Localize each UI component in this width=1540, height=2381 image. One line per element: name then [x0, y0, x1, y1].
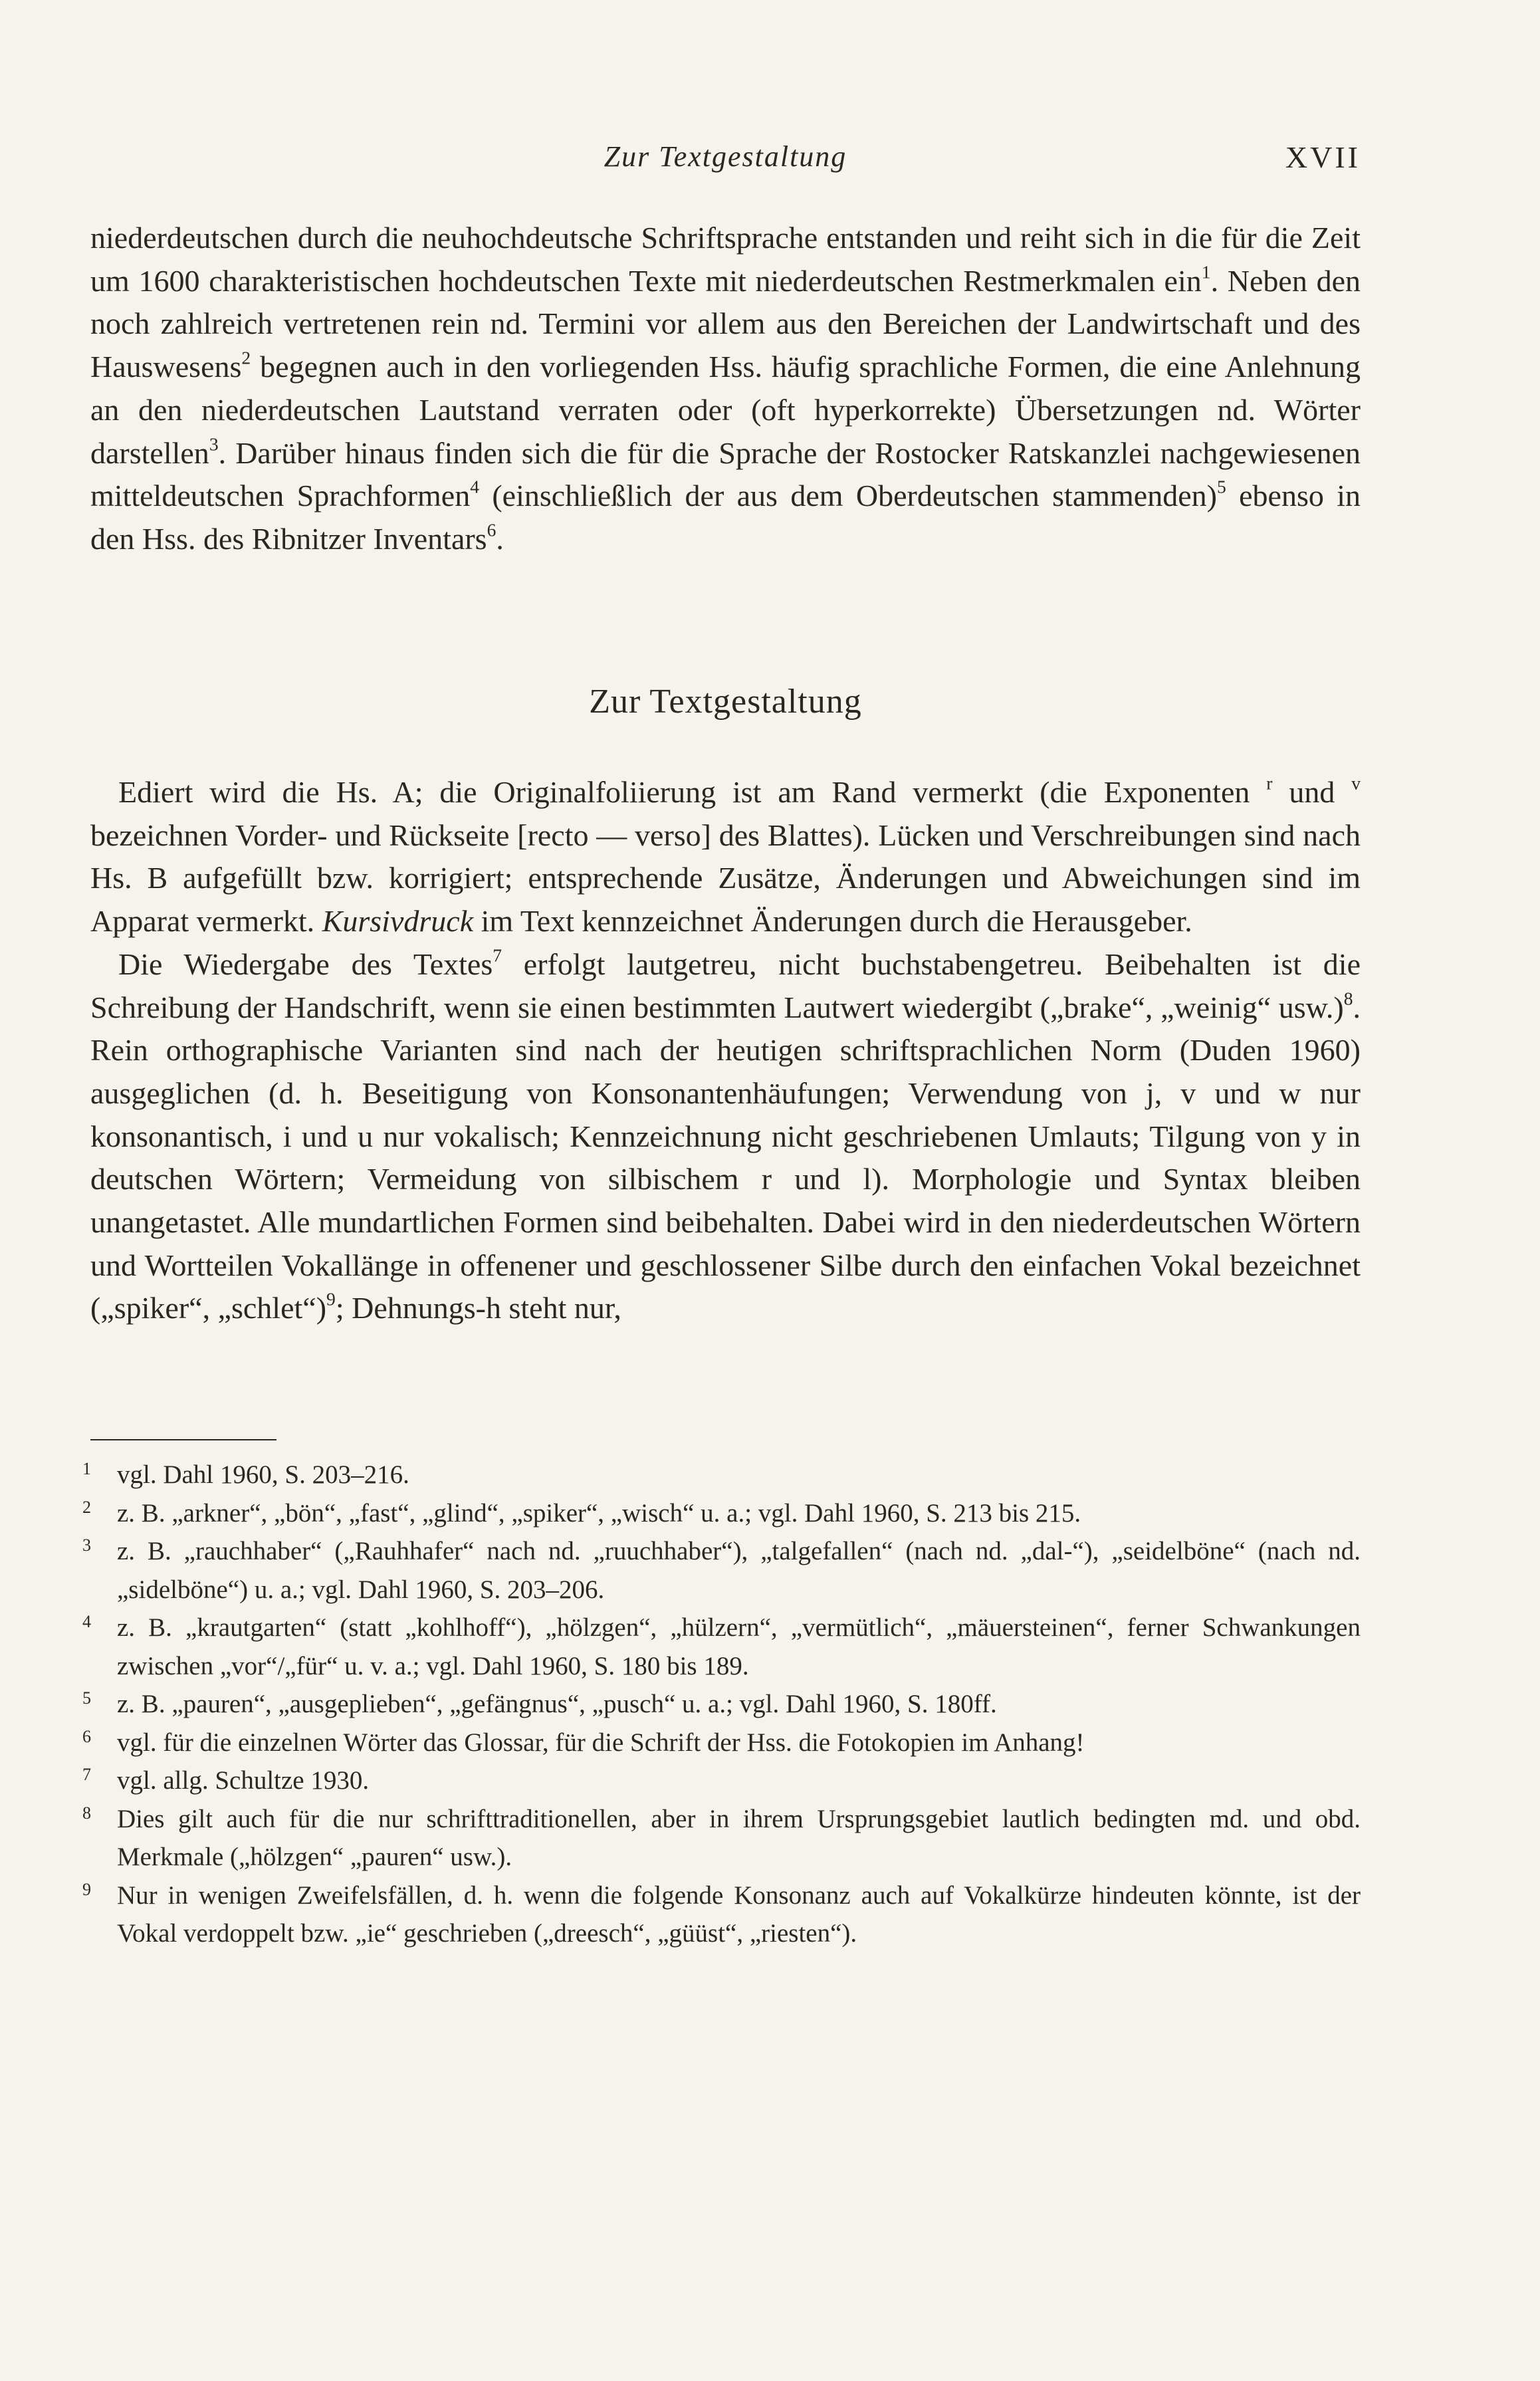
text-span: begegnen auch in den vorliegenden Hss. häufig sprachliche Formen, die eine Anlehnung an den niederdeutschen Lautstand verraten oder (oft hyperkorrekte) Übersetzungen nd. Wörter darstellen [90, 350, 1361, 470]
footnote-ref: 4 [470, 476, 479, 497]
footnote-number: 5 [82, 1688, 91, 1708]
footnote [73, 1609, 1361, 1685]
footnote [73, 1800, 1361, 1876]
running-title: Zur Textgestaltung [604, 140, 847, 173]
text-span: ebenso in den Hss. des Ribnitzer Inventars [90, 479, 1361, 556]
text-span: erfolgt lautgetreu, nicht buchstabengetreu. Beibehalten ist die Schreibung der Handschrift, wenn sie einen bestimmten Lautwert wiedergibt („brake“, „weinig“ usw.) [90, 947, 1361, 1024]
text-span: und [1272, 775, 1352, 809]
intro-paragraph [90, 217, 1361, 561]
italic-term: Kursivdruck [322, 904, 474, 939]
text-span: . Rein orthographische Varianten sind nach der heutigen schriftsprachlichen Norm (Duden 1960) ausgeglichen (d. h. Beseitigung von Konsonantenhäufungen; Verwendung von j, v und w nur konsonantisch, i und u nur vokalisch; Kennzeichnung nicht geschriebenen Umlauts; Tilgung von y in deutschen Wörtern; Vermeidung von silbischem r und l). Morphologie und Syntax bleiben unangetastet. Alle mundartlichen Formen sind beibehalten. Dabei wird in den niederdeutschen Wörtern und Wortteilen Vokallänge in offenener und geschlossener Silbe durch den einfachen Vokal bezeichnet („spiker“, „schlet“) [90, 990, 1361, 1325]
footnote [73, 1456, 1361, 1494]
text-span: ; Dehnungs-h steht nur, [335, 1291, 621, 1325]
text-span: . Darüber hinaus finden sich die für die Sprache der Rostocker Ratskanzlei nachgewiesenen mitteldeutschen Sprachformen [90, 435, 1361, 513]
section-body [90, 771, 1361, 1330]
footnote-ref: 3 [209, 433, 219, 455]
footnote-text: z. B. „rauchhaber“ („Rauhhafer“ nach nd. „ruuchhaber“), „talgefallen“ (nach nd. „dal-“), „seidelböne“ (nach nd. „sidelböne“) u. a.; vgl. Dahl 1960, S. 203–206. [117, 1537, 1361, 1604]
footnote-text: Nur in wenigen Zweifelsfällen, d. h. wenn die folgende Konsonanz auch auf Vokalkürze hindeuten könnte, ist der Vokal verdoppelt bzw. „ie“ geschrieben („dreesch“, „güüst“, „riesten“). [117, 1880, 1361, 1948]
text-span: bezeichnen Vorder- und Rückseite [recto — verso] des Blattes). Lücken und Verschreibungen sind nach Hs. B aufgefüllt bzw. korrigiert; entsprechende Zusätze, Änderungen und Abweichungen sind im Apparat vermerkt. [90, 818, 1361, 939]
section-paragraph-2 [90, 943, 1361, 1330]
section-heading: Zur Textgestaltung [589, 683, 862, 721]
exponent-v: v [1351, 772, 1361, 794]
text-span: . Neben den noch zahlreich vertretenen rein nd. Termini vor allem aus den Bereichen der Landwirtschaft und des Hauswesens [90, 263, 1361, 384]
section-paragraph-1 [90, 771, 1361, 943]
footnote-number: 8 [82, 1803, 91, 1823]
footnote-ref: 7 [493, 945, 502, 966]
footnote-number: 7 [82, 1765, 91, 1784]
footnote-text: z. B. „krautgarten“ (statt „kohlhoff“), „hölzgen“, „hülzern“, „vermütlich“, „mäuersteinen“, ferner Schwankungen zwischen „vor“/„für“ u. v. a.; vgl. Dahl 1960, S. 180 bis 189. [117, 1613, 1361, 1680]
footnote [73, 1724, 1361, 1762]
footnote-text: vgl. Dahl 1960, S. 203–216. [117, 1460, 409, 1489]
footnote [73, 1761, 1361, 1800]
footnote-ref: 9 [326, 1289, 336, 1310]
text-span: im Text kennzeichnet Änderungen durch die Herausgeber. [473, 904, 1192, 939]
footnote-ref: 6 [487, 519, 496, 540]
footnote-text: Dies gilt auch für die nur schrifttraditionellen, aber in ihrem Ursprungsgebiet lautlich bedingten md. und obd. Merkmale („hölzgen“ „pauren“ usw.). [117, 1804, 1361, 1871]
footnote-ref: 8 [1343, 988, 1353, 1009]
running-header [90, 140, 1361, 186]
footnote-text: z. B. „pauren“, „ausgeplieben“, „gefängnus“, „pusch“ u. a.; vgl. Dahl 1960, S. 180ff. [117, 1690, 997, 1718]
footnote [73, 1876, 1361, 1953]
text-span: . [496, 521, 504, 556]
footnote-number: 9 [82, 1879, 91, 1899]
page-number: XVII [1285, 140, 1361, 174]
footnote-number: 1 [82, 1459, 91, 1478]
exponent-r: r [1266, 772, 1273, 794]
footnotes [73, 1456, 1361, 1953]
footnote-ref: 1 [1201, 261, 1211, 283]
footnote-number: 3 [82, 1535, 91, 1555]
footnote-text: z. B. „arkner“, „bön“, „fast“, „glind“, „spiker“, „wisch“ u. a.; vgl. Dahl 1960, S. 213 bis 215. [117, 1498, 1081, 1528]
intro-text [90, 217, 1361, 561]
text-span: Ediert wird die Hs. A; die Originalfoliierung ist am Rand vermerkt (die Exponenten [118, 775, 1267, 809]
footnote [73, 1532, 1361, 1609]
text-span: niederdeutschen durch die neuhochdeutsche Schriftsprache entstanden und reiht sich in die für die Zeit um 1600 charakteristischen hochdeutschen Texte mit niederdeutschen Restmerkmalen ein [90, 221, 1361, 298]
footnote [73, 1494, 1361, 1533]
text-span: Die Wiedergabe des Textes [118, 947, 493, 981]
footnote-ref: 2 [241, 347, 251, 368]
text-span: (einschließlich der aus dem Oberdeutschen stammenden) [479, 479, 1217, 513]
footnote-separator [90, 1439, 276, 1440]
footnote-text: vgl. allg. Schultze 1930. [117, 1766, 370, 1795]
footnote-number: 6 [82, 1726, 91, 1746]
footnote-text: vgl. für die einzelnen Wörter das Glossar, für die Schrift der Hss. die Fotokopien im Anhang! [117, 1728, 1085, 1757]
footnote [73, 1685, 1361, 1724]
footnote-number: 2 [82, 1497, 91, 1517]
footnote-number: 4 [82, 1612, 91, 1631]
footnote-ref: 5 [1216, 476, 1226, 497]
